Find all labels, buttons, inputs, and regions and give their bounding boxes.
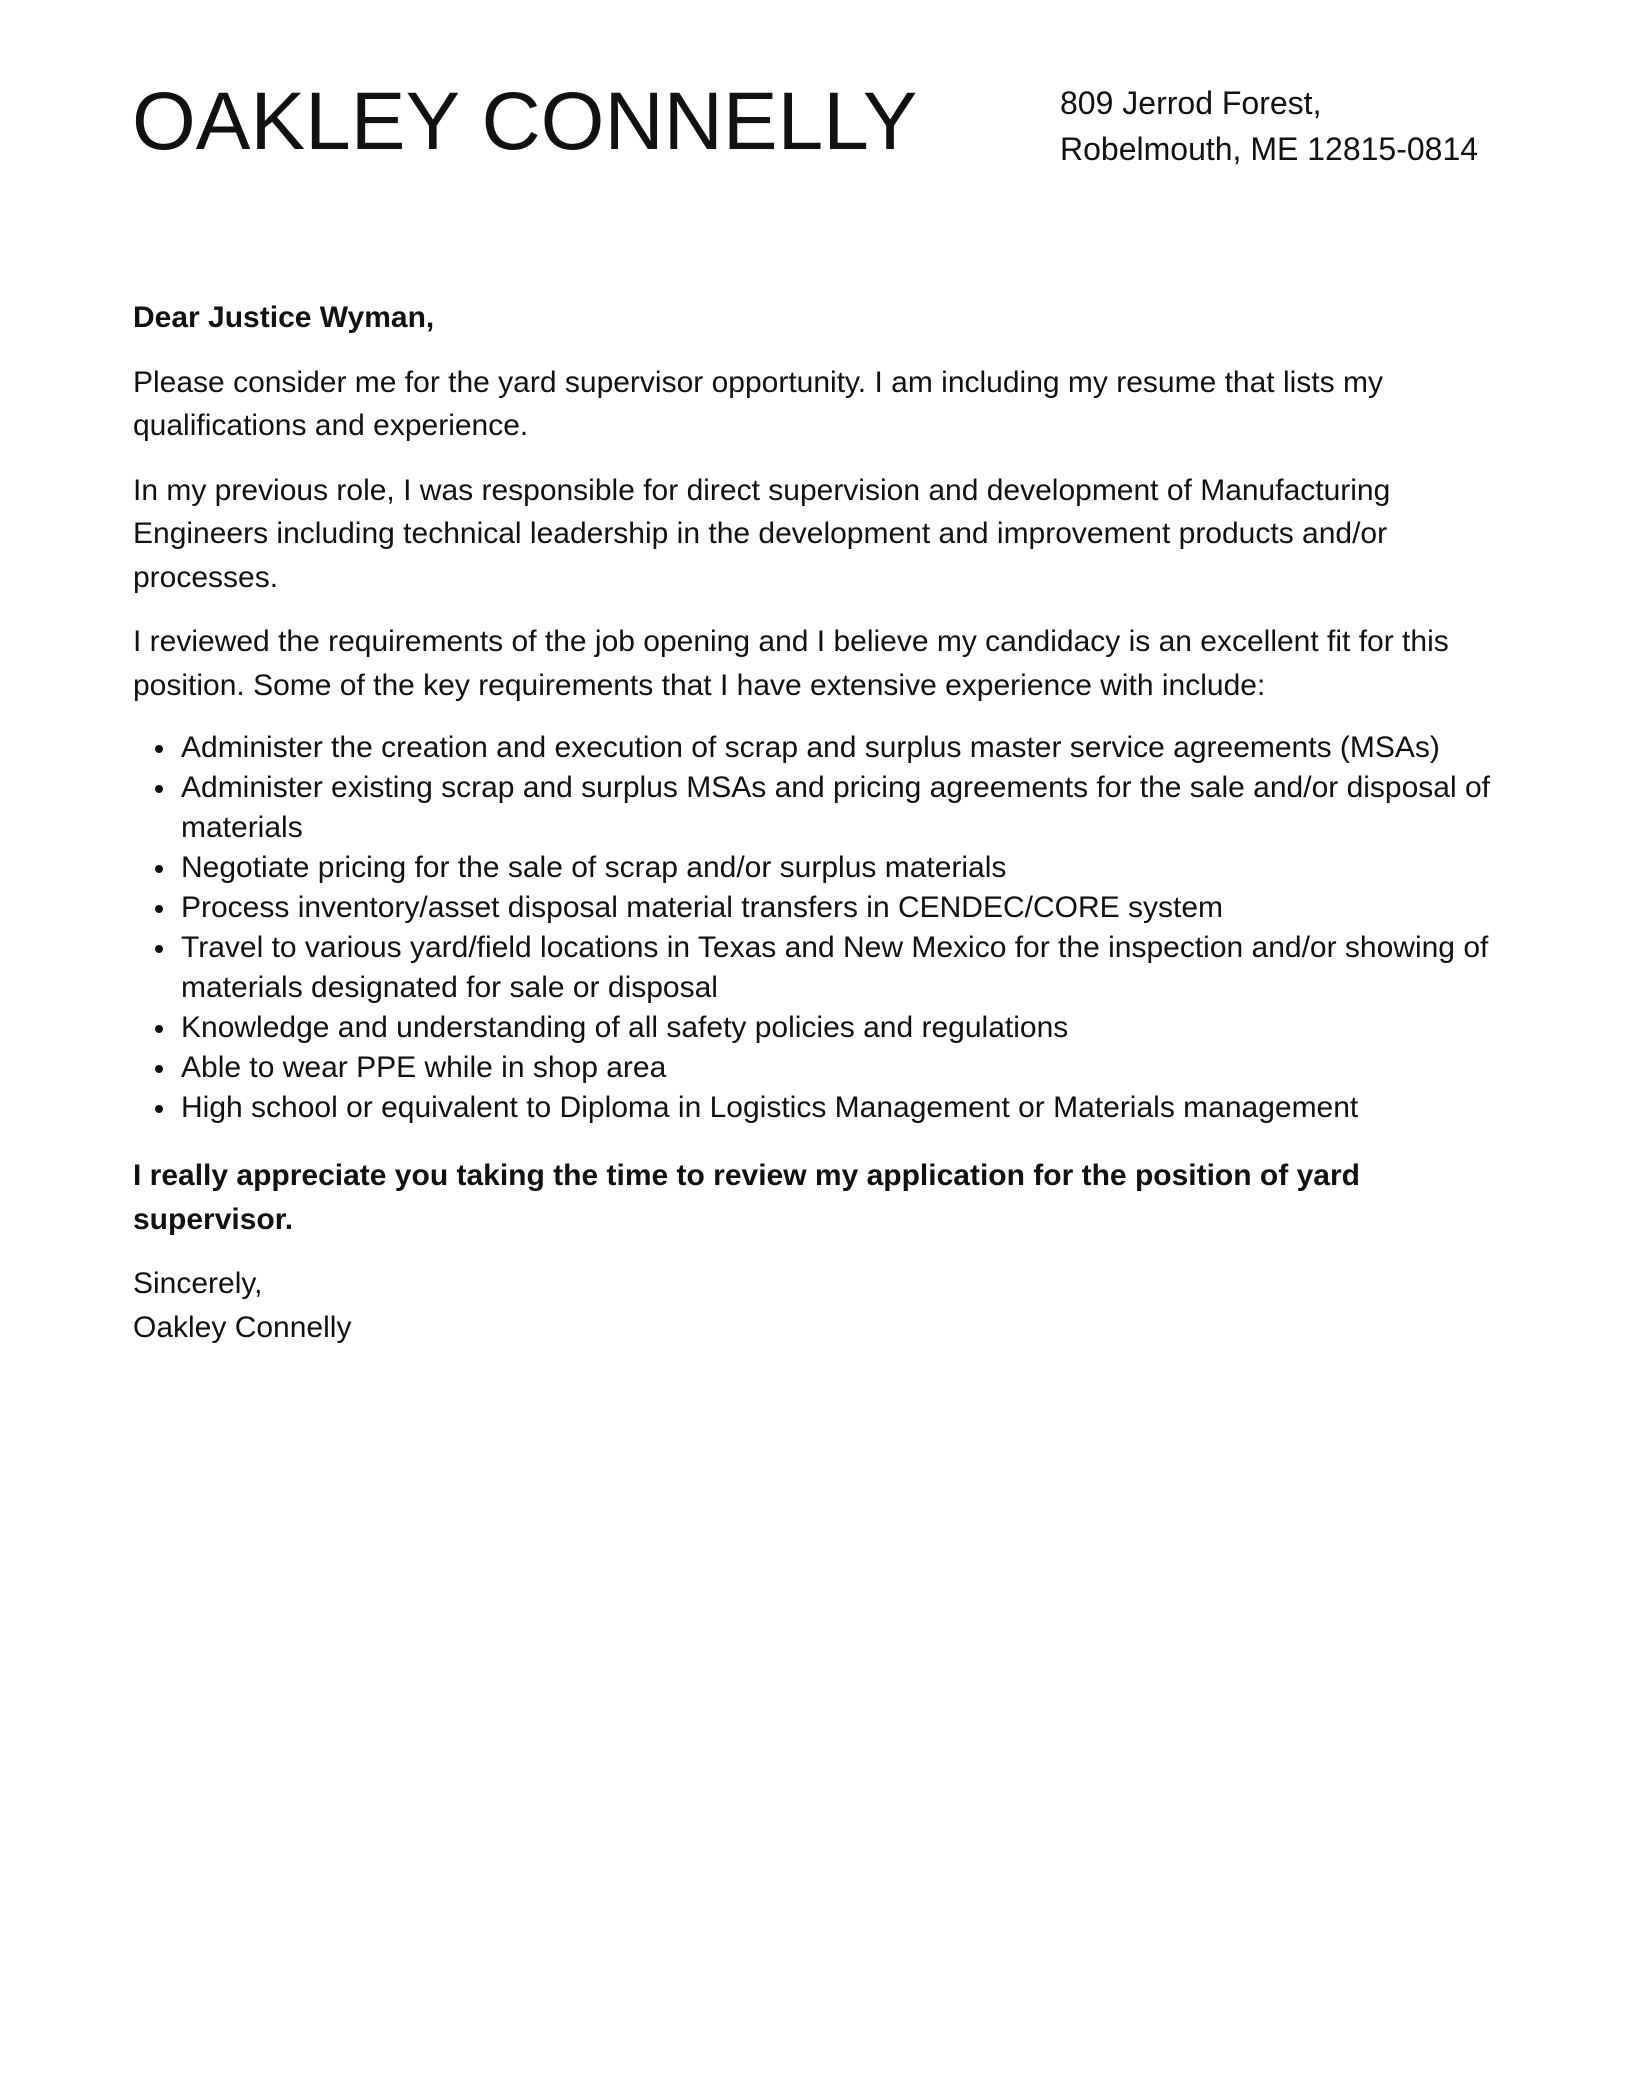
paragraph-previous-role: In my previous role, I was responsible for direct supervision and development of Manufacturing Engineers including technical leadership in the development and improvement products and/or processes. <box>133 473 1391 594</box>
paragraph-intro: Please consider me for the yard supervisor opportunity. I am including my resume that lists my qualifications and experience. <box>133 365 1383 442</box>
list-item <box>133 768 1503 848</box>
paragraph-requirements: I reviewed the requirements of the job opening and I believe my candidacy is an excellent fit for this position. Some of the key requirements that I have extensive experience with include: <box>133 625 1449 702</box>
signoff: Sincerely, <box>133 1267 263 1300</box>
list-item-text: Process inventory/asset disposal material transfers in CENDEC/CORE system <box>181 891 1224 924</box>
address-block <box>1060 80 1478 172</box>
salutation: Dear Justice Wyman, <box>133 301 435 334</box>
list-item-text: Travel to various yard/field locations in Texas and New Mexico for the inspection and/or showing of materials designated for sale or disposal <box>181 931 1489 1004</box>
bullet-icon <box>155 865 163 873</box>
list-item-text: Administer existing scrap and surplus MSAs and pricing agreements for the sale and/or disposal of materials <box>181 771 1490 844</box>
bullet-icon <box>155 1025 163 1033</box>
list-item-text: Knowledge and understanding of all safety policies and regulations <box>181 1011 1069 1044</box>
list-item-text: Negotiate pricing for the sale of scrap and/or surplus materials <box>181 851 1007 884</box>
address-line-1: 809 Jerrod Forest, <box>1060 85 1322 121</box>
address-line-2: Robelmouth, ME 12815-0814 <box>1060 131 1479 167</box>
bullet-icon <box>155 945 163 953</box>
applicant-name: OAKLEY CONNELLY <box>132 76 918 167</box>
list-item-text: High school or equivalent to Diploma in Logistics Management or Materials management <box>181 1091 1359 1124</box>
bullet-icon <box>155 1105 163 1113</box>
list-item <box>133 1008 1503 1048</box>
list-item <box>133 1088 1503 1128</box>
list-item <box>133 728 1503 768</box>
requirements-list <box>133 728 1503 1128</box>
closing-statement: I really appreciate you taking the time to review my application for the position of yard supervisor. <box>133 1159 1360 1236</box>
list-item-text: Able to wear PPE while in shop area <box>181 1051 667 1084</box>
bullet-icon <box>155 1065 163 1073</box>
bullet-icon <box>155 905 163 913</box>
list-item <box>133 848 1503 888</box>
list-item <box>133 888 1503 928</box>
list-item <box>133 1048 1503 1088</box>
letter-body <box>133 296 1503 1349</box>
bullet-icon <box>155 785 163 793</box>
list-item-text: Administer the creation and execution of scrap and surplus master service agreements (MSAs) <box>181 731 1440 764</box>
list-item <box>133 928 1503 1008</box>
signature-name: Oakley Connelly <box>133 1310 352 1344</box>
bullet-icon <box>155 745 163 753</box>
